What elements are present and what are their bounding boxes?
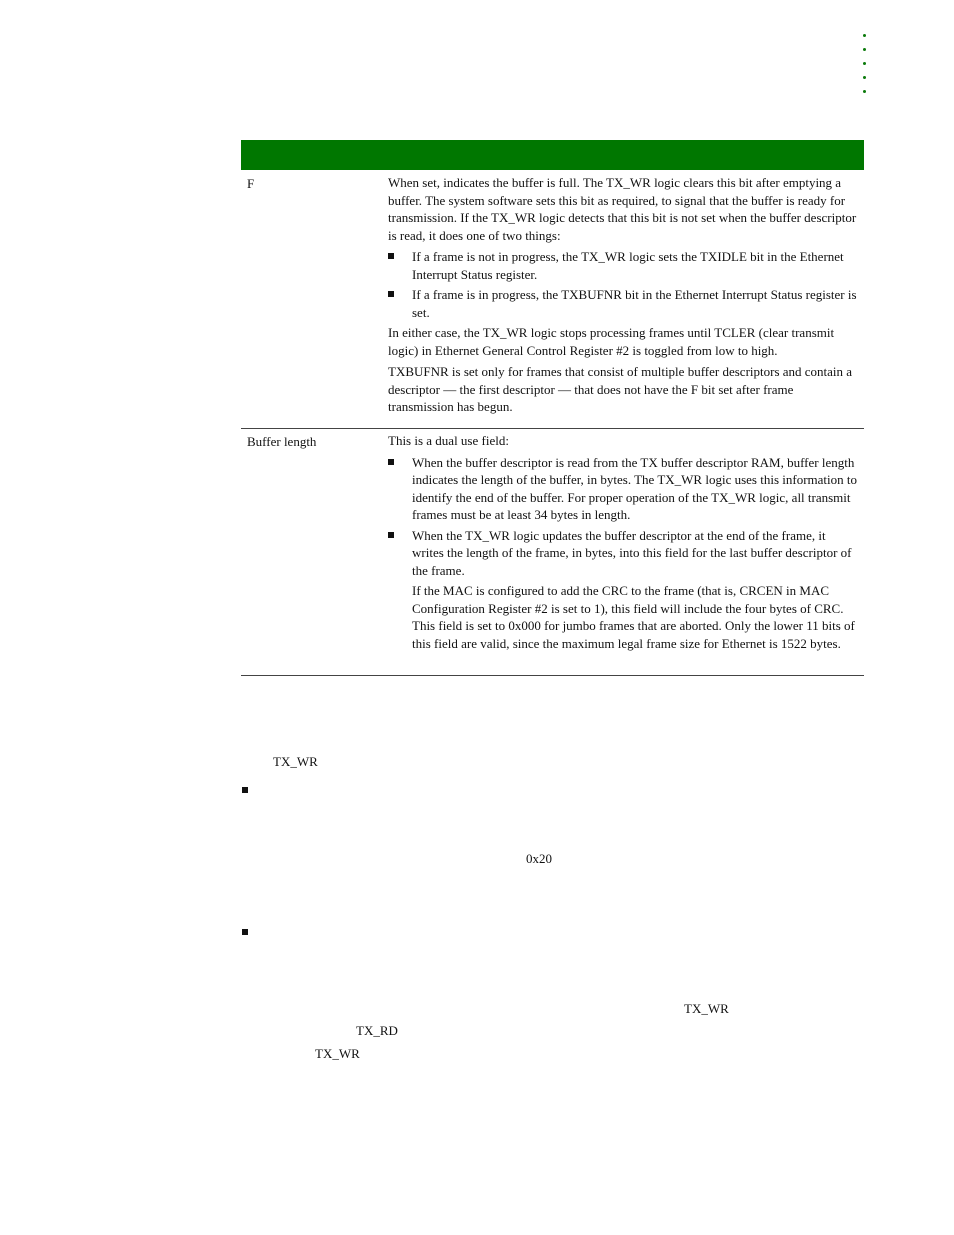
text-fragment: TX_WR — [684, 1001, 729, 1016]
description-paragraph: This is a dual use field: — [388, 433, 509, 448]
dot-mark — [863, 90, 866, 93]
description-paragraph: If the MAC is configured to add the CRC to the frame (that is, CRCEN in MAC Configuration Register #2 is set to 1), this field will include the four bytes of CRC. This field is set to 0x000 for jumbo frames that are aborted. Only the lower 11 bits of this field are valid, since the maximum legal frame size for Ethernet is 1522 bytes. — [412, 583, 855, 651]
bullet-square-icon — [388, 532, 394, 538]
bullet-square-icon — [388, 291, 394, 297]
bullet-text: When the TX_WR logic updates the buffer descriptor at the end of the frame, it writes the length of the frame, in bytes, into this field for the last buffer descriptor of the frame. — [412, 527, 852, 578]
bullet-text: If a frame is not in progress, the TX_WR logic sets the TXIDLE bit in the Ethernet Interrupt Status register. — [412, 249, 844, 282]
bullet-text: When the buffer descriptor is read from the TX buffer descriptor RAM, buffer length indicates the length of the buffer, in bytes. The TX_WR logic uses this information to identify the end of the buffer. For proper operation of the TX_WR logic, all transmit frames must be at least 34 bytes in length. — [412, 454, 858, 522]
field-name: F — [247, 176, 255, 191]
text-fragment: 0x20 — [526, 851, 552, 866]
page-margin-dots — [863, 34, 871, 104]
dot-mark — [863, 62, 866, 65]
table-header-bar — [241, 140, 864, 170]
table-row-buffer-length — [241, 428, 864, 676]
bullet-square-icon — [242, 929, 248, 935]
bullet-square-icon — [242, 787, 248, 793]
dot-mark — [863, 48, 866, 51]
field-description — [388, 432, 858, 656]
bullet-item — [388, 286, 858, 321]
bullet-square-icon — [388, 459, 394, 465]
text-fragment: TX_RD — [356, 1023, 398, 1038]
description-paragraph: In either case, the TX_WR logic stops processing frames until TCLER (clear transmit logic) in Ethernet General Control Register #2 is toggled from low to high. — [388, 325, 835, 358]
dot-mark — [863, 76, 866, 79]
field-name: Buffer length — [247, 434, 317, 449]
description-paragraph: TXBUFNR is set only for frames that consist of multiple buffer descriptors and contain a descriptor — the first descriptor — that does not have the F bit set after frame transmission has begun. — [388, 364, 853, 414]
bullet-item — [388, 248, 858, 283]
field-description — [388, 174, 858, 420]
bullet-text: If a frame is in progress, the TXBUFNR bit in the Ethernet Interrupt Status register is set. — [412, 287, 857, 320]
dot-mark — [863, 34, 866, 37]
table-row-f — [241, 170, 864, 429]
description-paragraph: When set, indicates the buffer is full. The TX_WR logic clears this bit after emptying a buffer. The system software sets this bit as required, to signal that the buffer is ready for transmission. If the TX_WR logic detects that this bit is not set when the buffer descriptor is read, it does one of two things: — [388, 175, 857, 243]
text-fragment: TX_WR — [273, 754, 318, 769]
bullet-item — [388, 454, 858, 524]
bullet-item — [388, 527, 858, 580]
text-fragment: TX_WR — [315, 1046, 360, 1061]
bullet-square-icon — [388, 253, 394, 259]
